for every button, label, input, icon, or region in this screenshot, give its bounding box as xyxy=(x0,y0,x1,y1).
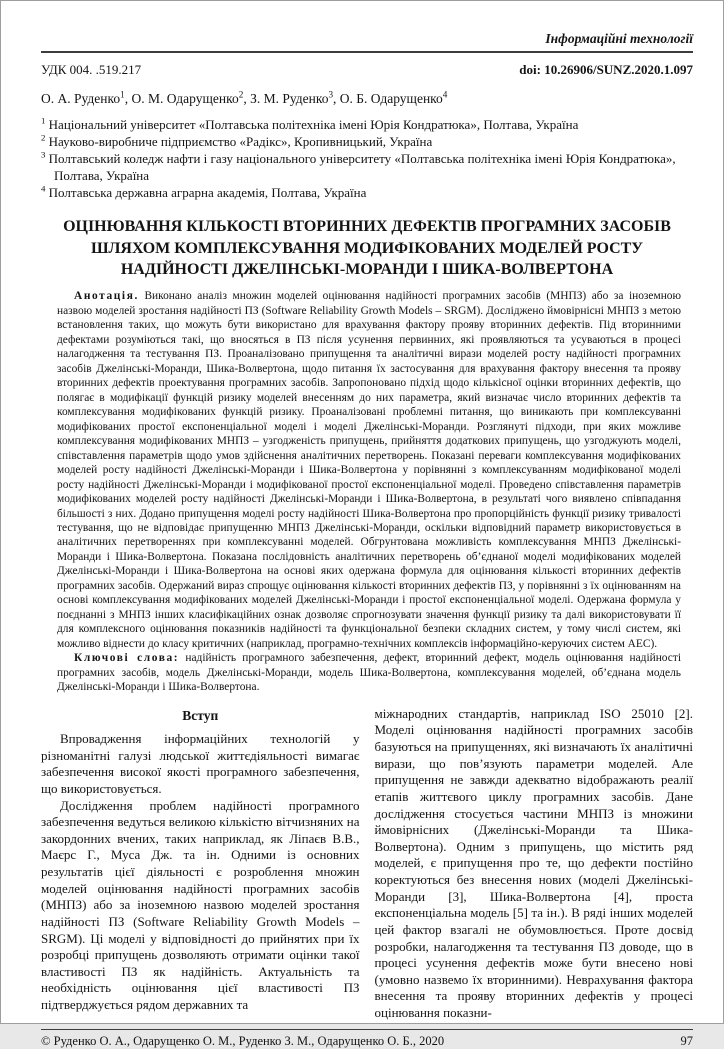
affiliation-item: $^1$ Національний університет «Полтавська політехніка імені Юрія Кондратюка», Полтава, Україна xyxy=(41,115,579,132)
keywords-text: надійність програмного забезпечення, дефект, вторинний дефект, модель оцінювання надійності програмних засобів, модель Джелінські-Моранди, модель Шика-Волвертона, комплексування моделей, об’єднана модель Джелінські-Моранди і Шика-Волвертона. xyxy=(57,652,681,694)
page-number: 97 xyxy=(680,1033,693,1048)
author-affiliation-marker: 4 xyxy=(442,89,448,100)
doi: doi: 10.26906/SUNZ.2020.1.097 xyxy=(519,62,693,77)
keywords-label: Ключові слова: xyxy=(74,652,180,665)
article-title: ОЦІНЮВАННЯ КІЛЬКОСТІ ВТОРИННИХ ДЕФЕКТІВ ПРОГРАМНИХ ЗАСОБІВ ШЛЯХОМ КОМПЛЕКСУВАННЯ МОДИФІКОВАНИХ МОДЕЛЕЙ РОСТУ НАДІЙНОСТІ ДЖЕЛІНСЬКІ-МОРАНДИ І ШИКА-ВОЛВЕРТОНА xyxy=(63,218,671,278)
abstract-label: Анотація. xyxy=(74,290,139,303)
affiliation-item: $^3$ Полтавський коледж нафти і газу національного університету «Полтавська політехніка імені Юрія Кондратюка», Полтава, Україна xyxy=(41,149,676,183)
author-affiliation-marker: 3 xyxy=(328,89,334,100)
copyright-line: © Руденко О. А., Одарущенко О. М., Руденко З. М., Одарущенко О. Б., 2020 xyxy=(41,1033,445,1048)
section-heading-intro: Вступ xyxy=(182,707,219,723)
keywords-paragraph xyxy=(57,651,681,694)
abstract-text: Виконано аналіз множин моделей оцінювання надійності програмних засобів (МНПЗ) або за іноземною назвою моделей зростання надійності ПЗ (Software Reliability Growth Models – SRGM). Досліджено ймовірнісні МНПЗ з метою встановлення таких, що можуть бути використано для врахування фактору прояву вторинних дефектів. Під вторинними дефектами розуміються такі, що вносяться в ПЗ після усунення первинних, які проявляються та усуваються в процесі налагодження та тестування ПЗ. Проаналізовано припущення та аналітичні вирази моделей росту надійності програмних засобів Джелінські-Моранди, Шика-Волвертона, щодо питання їх застосування для врахування фактору внесення та прояву вторинних дефектів проектування програмних засобів. Запропоновано підхід щодо кількісної оцінки вторинних дефектів, що полягає в модифікації функцій ризику моделей внесенням до них параметра, який визначає число вторинних дефектів та комплексування модифікованих функцій ризику. Проаналізовані проблемні питання, що виникають при комплексуванні модифікованих простої експоненціальної моделі і моделі Джелінські-Моранди. Розглянуті підходи, при яких можливе комплексування модифікованих МНПЗ – узгодженість припущень, прийняття додаткових припущень, що узгоджують моделі, співставлення параметрів щодо умов здійснення аналітичних перетворень. Показані переваги комплексування модифікованих моделей росту надійності Джелінські-Моранди і Шика-Волвертона у порівнянні з комплексуванням модифікованої моделі росту надійності Джелінські-Моранди і модифікованої простої експоненціальної моделі. Проведено співставлення параметрів модифікованих моделей росту надійності Джелінські-Моранди і Шика-Волвертона, в результаті чого виявлено співпадання більшості з них. Додано припущення моделі росту надійності Шика-Волвертона про пропорційність функції ризику тривалості тестування, що не відповідає припущенню МНПЗ Джелінські-Моранди, оскільки відповідний параметр використовується в аналітичних перетвореннях при комплексуванні моделей. Обгрунтована можливість комплексування МНПЗ Джелінські-Моранди і Шика-Волвертона. Показана послідовність аналітичних перетворень об’єднаної моделі модифікованих моделей Джелінські-Моранди і Шика-Волвертона на основі яких одержана формула для оцінювання кількості вторинних дефектів програмних засобів. Одержаний вираз спрощує оцінювання кількості вторинних дефектів ПЗ, у порівнянні з їх оцінюванням на основі комплексування модифікованих моделей Джелінські-Моранди і простої експоненціальної моделі. Одержана формула у поєднанні з МНПЗ інших класифікаційних ознак дозволяє спрогнозувати значення функції ризику та далі використовувати її для комплексного оцінювання показників надійності та функціональної безпеки складних систем, у тому числі систем, які можливо віднести до класу критичних (наприклад, програмно-технічних комплексів інформаційно-керуючих систем АЕС). xyxy=(57,290,681,650)
author-affiliation-marker: 1 xyxy=(120,89,125,100)
author-name: О. М. Одарущенко xyxy=(131,91,239,106)
body-paragraph: Впровадження інформаційних технологій у різноманітні галузі людської життєдіяльності вимагає забезпечення високої якості програмного забезпечення, що використовується. xyxy=(41,731,360,796)
author-name: О. Б. Одарущенко xyxy=(339,91,443,106)
author-affiliation-marker: 2 xyxy=(238,89,244,100)
journal-section-running-head: Інформаційні технології xyxy=(41,31,693,53)
authors-line: О. А. Руденко$^1$, О. М. Одарущенко$^2$, З. М. Руденко$^3$, О. Б. Одарущенко$^4$ xyxy=(41,89,448,106)
affiliations-list xyxy=(41,117,693,201)
body-paragraph: міжнародних стандартів, наприклад ISO 25010 [2]. Моделі оцінювання надійності програмних засобів базуються на припущеннях, які визначають їх аналітичні вирази, що пов’язують параметри моделей. Але припущення не завжди адекватно відображають реалії етапів життєвого циклу програмних засобів. Дане дослідження стосується частини МНПЗ із множини ймовірнісних (Джелінські-Моранди та Шика-Волвертона). Одним з припущень, що містить ряд моделей, є припущення про те, що дефекти постійно коректуються без внесення нових (моделі Джелінські-Моранди [3], Шика-Волвертона [4], проста експоненціальна модель [5] та ін.). В ряді інших моделей цей фактор взагалі не обумовлюється. Проте досвід розробки, налагодження та тестування ПЗ доводе, що в процесі усунення дефектів може бути внесено нові (умовно назвемо їх вторинними). Неврахування фактора внесення та прояву вторинних дефектів у процесі оцінювання показни- xyxy=(374,705,693,1021)
two-column-body xyxy=(41,706,693,1022)
body-paragraph: Дослідження проблем надійності програмного забезпечення ведуться великою кількістю вітчизняних на закордонних вчених, таких наприклад, як Ліпаєв В.В., Маєрс Г., Муса Дж. та ін. Одними із основних результатів цієї діяльності є розроблення множин моделей оцінювання надійності програмних засобів (МНПЗ) або за іноземною назвою моделей зростання надійності ПЗ (Software Reliability Growth Models – SRGM). Ці моделі у відповідності до прийнятих при їх розробці припущень дозволяють отримати оцінки такої властивості ПЗ як надійність. Актуальність та необхідність оцінювання цієї властивості ПЗ підтверджується рядом державних та xyxy=(41,797,360,1013)
abstract-paragraph xyxy=(57,289,681,651)
author-name: О. А. Руденко xyxy=(41,91,121,106)
affiliation-item: $^2$ Науково-виробниче підприємство «Радікс», Кропивницький, Україна xyxy=(41,132,433,149)
left-column xyxy=(41,706,360,1022)
abstract-block xyxy=(57,289,681,695)
author-name: З. М. Руденко xyxy=(250,91,329,106)
right-column xyxy=(375,706,694,1022)
page-footer xyxy=(41,1029,693,1049)
affiliation-item: $^4$ Полтавська державна аграрна академія, Полтава, Україна xyxy=(41,183,367,200)
meta-row xyxy=(41,62,693,78)
udc-code: УДК 004. .519.217 xyxy=(41,62,142,77)
